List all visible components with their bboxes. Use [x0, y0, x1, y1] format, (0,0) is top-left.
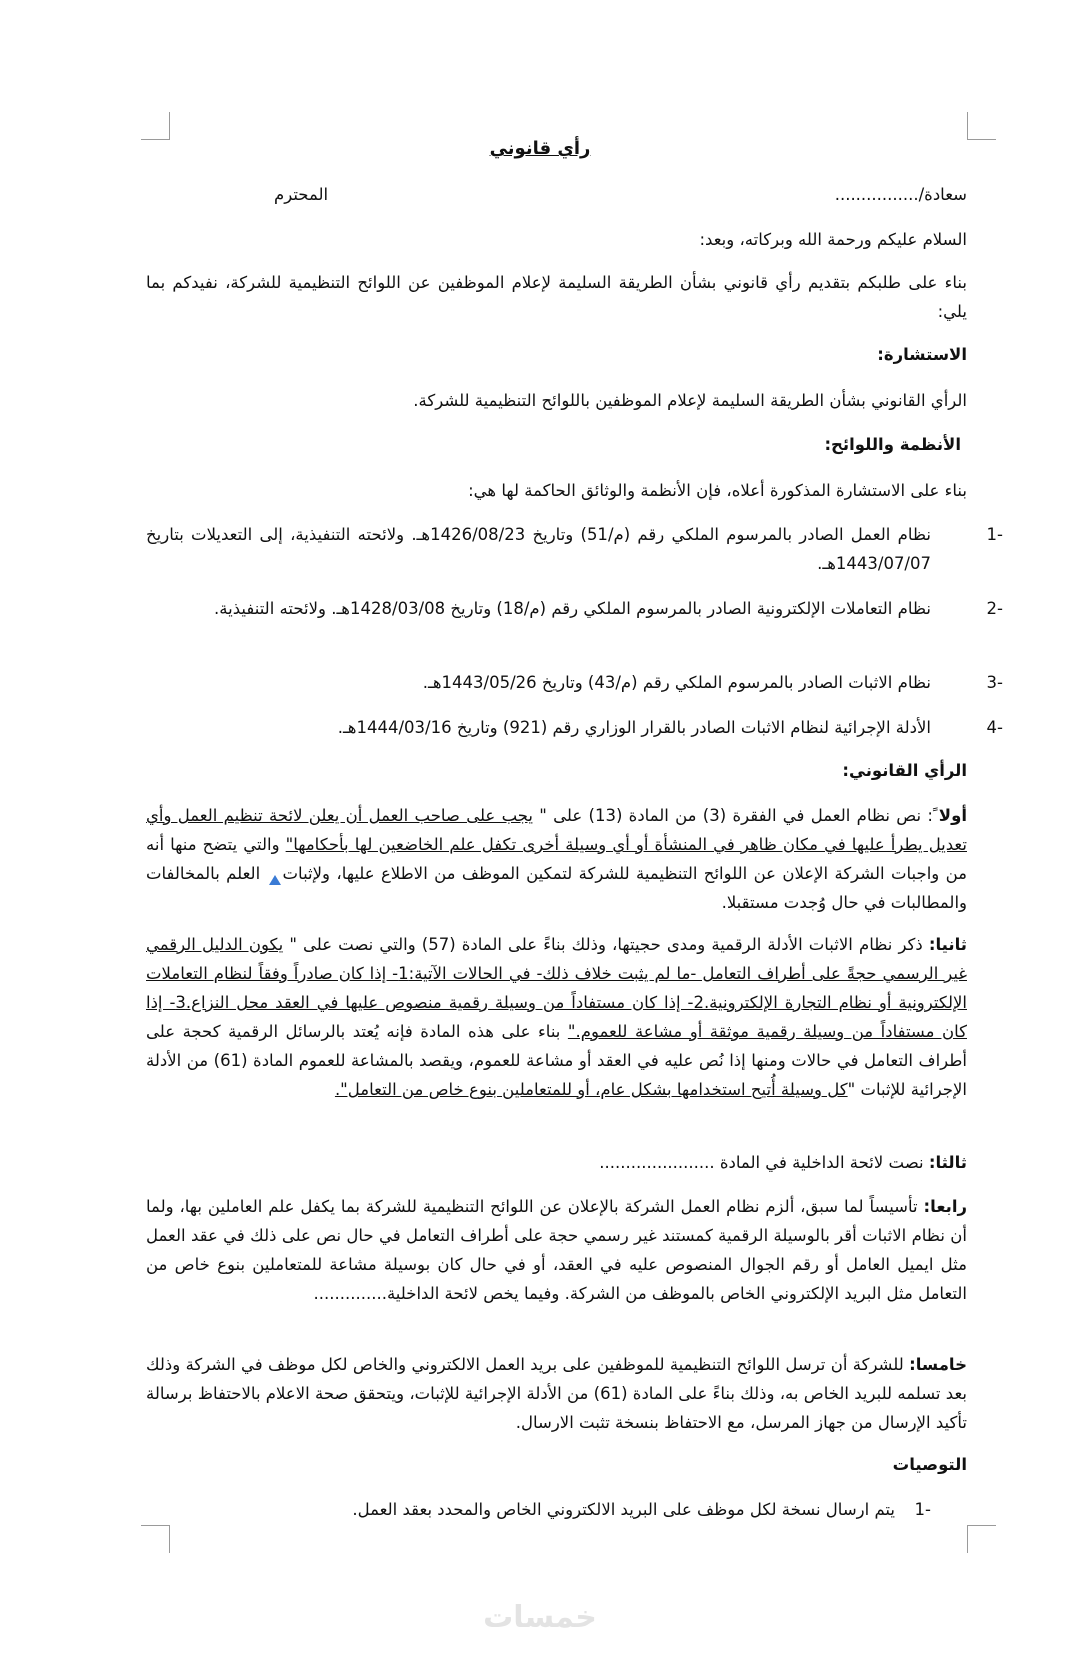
regulation-item [146, 594, 1003, 623]
honorific: المحترم [274, 185, 329, 204]
text: نصت لائحة الداخلية في المادة ...................... [599, 1153, 929, 1172]
regulation-item [146, 668, 1003, 697]
regulations-intro: بناء على الاستشارة المذكورة أعلاه، فإن الأنظمة والوثائق الحاكمة لها هي: [468, 481, 967, 500]
opinion-first [146, 801, 967, 917]
item-text: نظام التعاملات الإلكترونية الصادر بالمرسوم الملكي رقم (م/18) وتاريخ 1428/03/08هـ. ولائحته التنفيذية. [214, 599, 931, 618]
quoted-text: يكون الدليل الرقمي غير الرسمي حجةً على أطراف التعامل -ما لم يثبت خلاف ذلك- في الحالات الآتية:1- إذا كان صادراً وفقاً لنظام التعاملات الإلكترونية أو نظام التجارة الإلكترونية.2- إذا كان مستفاداً من وسيلة رقمية منصوص عليها في العقد محل النزاع.3- إذا كان مستفاداً من وسيلة رقمية موثقة أو مشاعة للعموم." [146, 935, 967, 1041]
quoted-text: يجب على صاحب العمل أن يعلن لائحة تنظيم العمل وأي تعديل يطرأ عليها في مكان ظاهر في المنشأة أو أي وسيلة أخرى تكفل علم الخاضعين لها بأحكامها" [146, 806, 967, 854]
quoted-text: كل وسيلة أُتيح استخدامها بشكل عام، أو للمتعاملين بنوع خاص من التعامل". [334, 1080, 848, 1099]
item-text: الأدلة الإجرائية لنظام الاثبات الصادر بالقرار الوزاري رقم (921) وتاريخ 1444/03/16هـ. [337, 718, 931, 737]
page-corner-mark [967, 112, 996, 140]
greeting: السلام عليكم ورحمة الله وبركاته، وبعد: [699, 230, 967, 249]
watermark-logo: خمسات [483, 1600, 597, 1635]
text: ذكر نظام الاثبات الأدلة الرقمية ومدى حجيتها، وذلك بناءً على المادة (57) والتي نصت على " [283, 935, 929, 954]
label: ثانيا: [928, 935, 967, 954]
text: العلم بالمخالفات والمطالبات في حال وُجدت مستقبلا. [146, 864, 967, 912]
regulations-heading: الأنظمة واللوائح: [824, 435, 961, 454]
regulation-item [146, 713, 1003, 742]
label: خامسا: [909, 1355, 967, 1374]
item-number: -1 [986, 525, 1003, 544]
document-title: رأي قانوني [489, 138, 591, 159]
regulation-item [146, 520, 1003, 578]
text: تأسيساً لما سبق، ألزم نظام العمل الشركة بالإعلان عن اللوائح التنظيمية للشركة بما يكفل علم العاملين بها، ولما أن نظام الاثبات أقر بالوسيلة الرقمية كمستند غير رسمي حجة على أطراف التعامل في حال نص على ذلك في عقد العمل مثل ايميل العامل أو رقم الجوال المنصوص عليه في العقد، أو في حال كان بوسيلة مشاعة للمتعاملين بنوع خاص من التعامل مثل البريد الإلكتروني الخاص بالموظف من الشركة. وفيما يخص لائحة الداخلية.............. [146, 1197, 967, 1303]
page-corner-mark [141, 1525, 170, 1553]
label: رابعا: [923, 1197, 967, 1216]
opinion-third [146, 1148, 967, 1177]
text: والتي يتضح منها أنه من واجبات الشركة الإعلان عن اللوائح التنظيمية للشركة لتمكين الموظف من الاطلاع عليها، ولإثبات [146, 835, 967, 883]
item-text: نظام العمل الصادر بالمرسوم الملكي رقم (م/51) وتاريخ 1426/08/23هـ. ولائحته التنفيذية، إلى التعديلات بتاريخ 1443/07/07هـ. [146, 525, 931, 573]
opinion-heading: الرأي القانوني: [842, 761, 967, 780]
label: ثالثا: [928, 1153, 967, 1172]
item-number: -4 [986, 718, 1003, 737]
item-number: -3 [986, 673, 1003, 692]
text: بناء على هذه المادة فإنه يُعتد بالرسائل الرقمية كحجة على أطراف التعامل في حالات ومنها إذا نُص عليه في العقد أو مشاعة للعموم، ويقصد بالمشاعة للعموم المادة (61) من الأدلة الإجرائية للإثبات " [146, 1022, 967, 1099]
consultation-heading: الاستشارة: [877, 345, 967, 364]
item-text: يتم ارسال نسخة لكل موظف على البريد الالكتروني الخاص والمحدد بعقد العمل. [352, 1500, 895, 1519]
page-corner-mark [141, 112, 170, 140]
addressee-line [146, 180, 967, 209]
item-text: نظام الاثبات الصادر بالمرسوم الملكي رقم (م/43) وتاريخ 1443/05/26هـ. [422, 673, 931, 692]
page-corner-mark [967, 1525, 996, 1553]
text-cursor-icon[interactable] [269, 875, 281, 885]
item-number: -1 [914, 1500, 931, 1519]
opinion-second [146, 930, 967, 1104]
label: أولا [938, 806, 967, 825]
text: للشركة أن ترسل اللوائح التنظيمية للموظفين على بريد العمل الالكتروني والخاص لكل موظف في الشركة وذلك بعد تسلمه للبريد الخاص به، وذلك بناءً على المادة (61) من الأدلة الإجرائية للإثبات، ويتحقق صحة الاعلام بالاحتفاظ برسالة تأكيد الإرسال من جهاز المرسل، مع الاحتفاظ بنسخة تثبت الارسال. [146, 1355, 967, 1432]
text: ً: نص نظام العمل في الفقرة (3) من المادة (13) على " [533, 806, 939, 825]
opinion-fifth [146, 1350, 967, 1437]
recommendations-heading: التوصيات [892, 1455, 967, 1474]
addressee: سعادة/................ [834, 185, 967, 204]
consultation-text: الرأي القانوني بشأن الطريقة السليمة لإعلام الموظفين باللوائح التنظيمية للشركة. [413, 391, 967, 410]
intro-paragraph: بناء على طلبكم بتقديم رأي قانوني بشأن الطريقة السليمة لإعلام الموظفين عن اللوائح التنظيمية للشركة، نفيدكم بما يلي: [146, 273, 967, 321]
recommendation-item [146, 1495, 931, 1524]
item-number: -2 [986, 599, 1003, 618]
opinion-fourth [146, 1192, 967, 1308]
